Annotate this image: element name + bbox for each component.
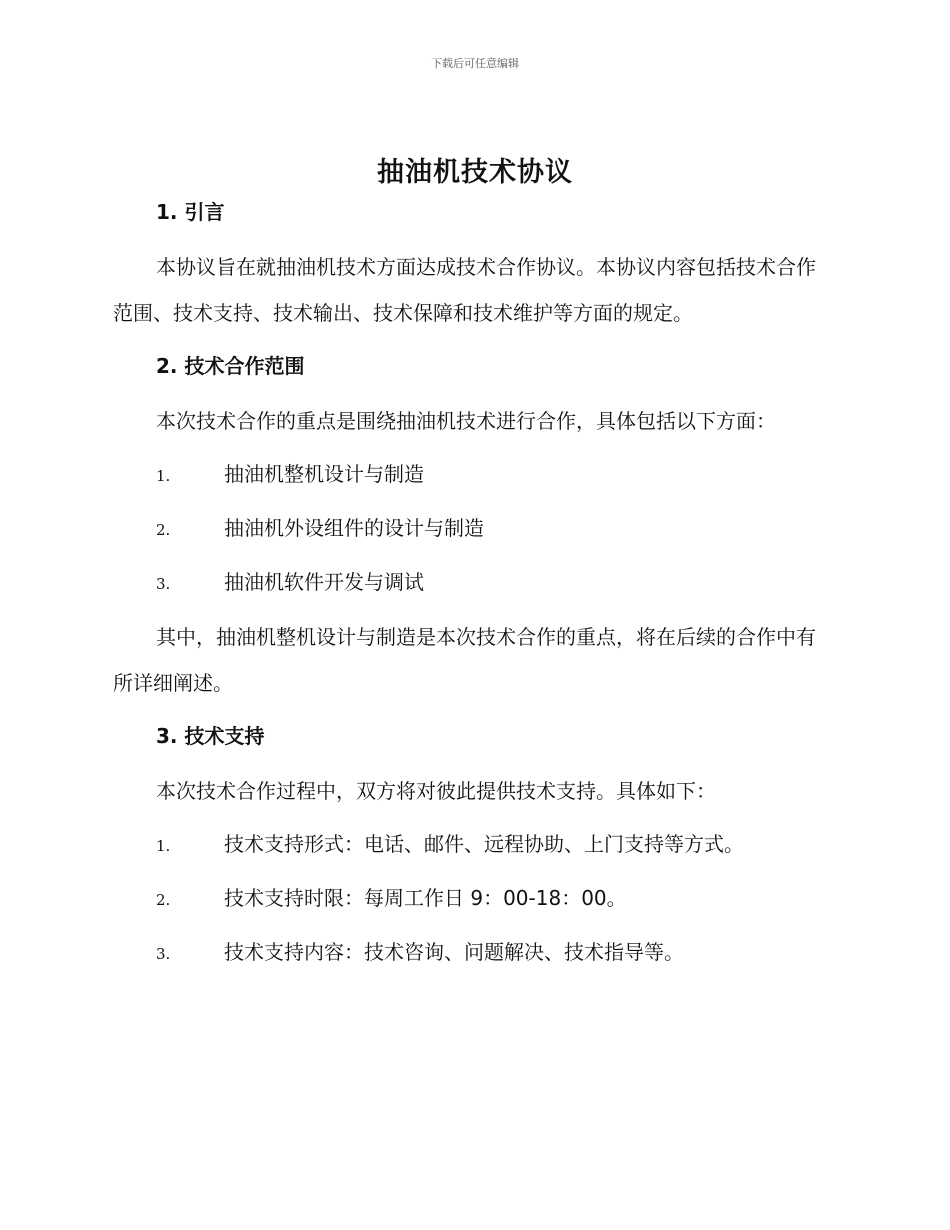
list-item-text: 技术支持时限：每周工作日 9：00-18：00。 xyxy=(224,886,627,910)
paragraph-cooperation-outro: 其中，抽油机整机设计与制造是本次技术合作的重点，将在后续的合作中有所详细阐述。 xyxy=(113,625,816,695)
list-item-number: 2. xyxy=(156,521,171,539)
paragraph-intro: 本协议旨在就抽油机技术方面达成技术合作协议。本协议内容包括技术合作范围、技术支持、技术输出、技术保障和技术维护等方面的规定。 xyxy=(113,255,816,325)
list-item-text: 抽油机整机设计与制造 xyxy=(224,462,424,486)
list-item-text: 抽油机外设组件的设计与制造 xyxy=(224,516,484,540)
list-item xyxy=(156,829,836,861)
list-item xyxy=(156,883,836,915)
paragraph-support-intro: 本次技术合作过程中，双方将对彼此提供技术支持。具体如下： xyxy=(156,779,716,803)
list-item-number: 1. xyxy=(156,467,171,485)
list-item xyxy=(156,513,836,545)
document-title: 抽油机技术协议 xyxy=(377,157,573,188)
list-item-text: 技术支持形式：电话、邮件、远程协助、上门支持等方式。 xyxy=(224,832,744,856)
section-heading-tech-support: 3. 技术支持 xyxy=(156,724,265,748)
list-item xyxy=(156,459,836,491)
header-note: 下载后可任意编辑 xyxy=(431,57,519,70)
section-heading-cooperation-scope: 2. 技术合作范围 xyxy=(156,354,305,378)
list-item xyxy=(156,937,836,969)
list-item-number: 2. xyxy=(156,891,171,909)
list-item xyxy=(156,567,836,599)
list-item-number: 3. xyxy=(156,575,171,593)
section-heading-intro: 1. 引言 xyxy=(156,200,225,224)
list-item-number: 1. xyxy=(156,837,171,855)
list-item-text: 技术支持内容：技术咨询、问题解决、技术指导等。 xyxy=(224,940,684,964)
list-item-text: 抽油机软件开发与调试 xyxy=(224,570,424,594)
list-item-number: 3. xyxy=(156,945,171,963)
paragraph-cooperation-intro: 本次技术合作的重点是围绕抽油机技术进行合作，具体包括以下方面： xyxy=(156,409,776,433)
